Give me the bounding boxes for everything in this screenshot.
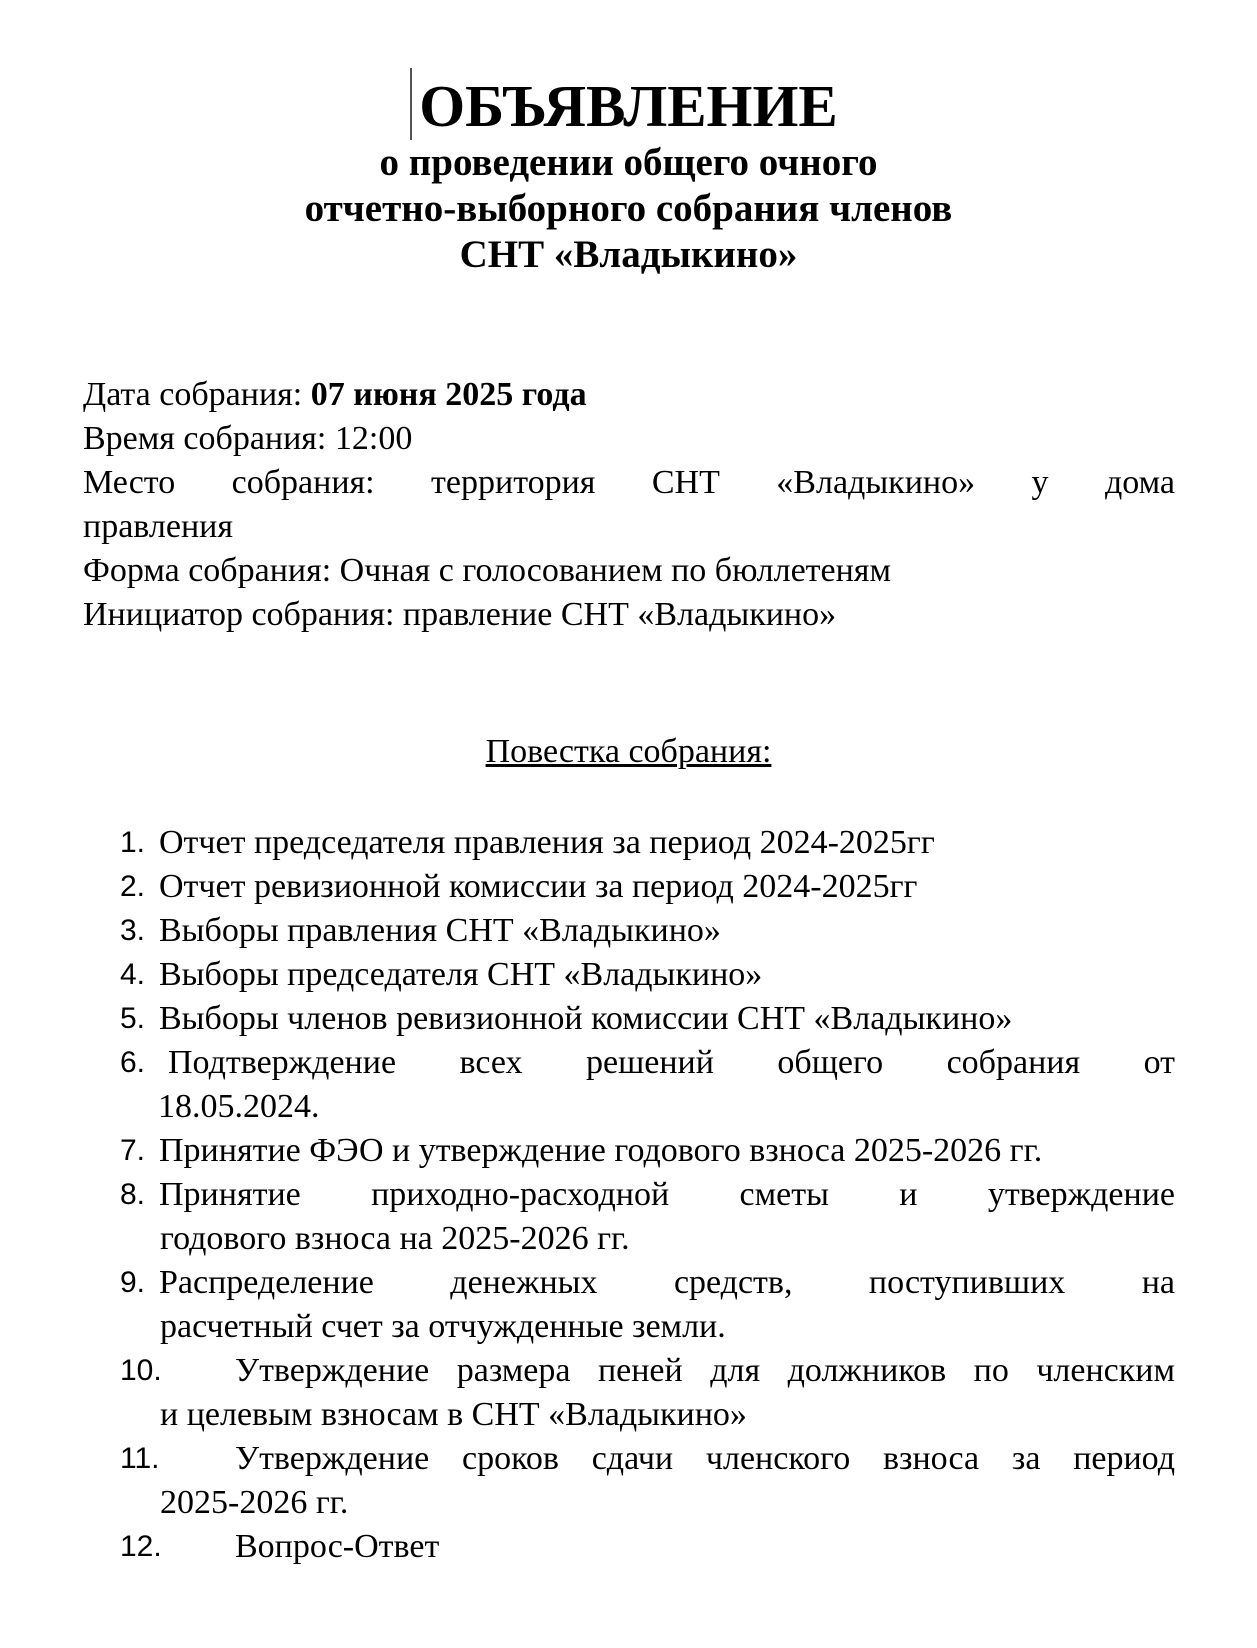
item-number: 5.	[120, 1002, 146, 1035]
item-number: 8.	[120, 1178, 146, 1211]
item-text: Отчет председателя правления за период 2024-2025гг	[159, 824, 935, 861]
item-text-cont: и целевым взносам в СНТ «Владыкино»	[160, 1396, 747, 1433]
agenda-item	[120, 997, 1175, 1041]
meeting-form: Форма собрания: Очная с голосованием по бюллетеням	[83, 552, 891, 589]
agenda-list	[120, 821, 1175, 1569]
meeting-place-cont: правления	[83, 508, 233, 545]
agenda-item	[120, 1261, 1175, 1349]
item-number: 7.	[120, 1134, 146, 1167]
item-text: Утверждение сроков сдачи членского взноса за период	[235, 1440, 1175, 1477]
item-text: Принятие ФЭО и утверждение годового взноса 2025-2026 гг.	[159, 1132, 1043, 1169]
item-number: 4.	[120, 958, 146, 991]
item-number: 6.	[120, 1046, 146, 1079]
item-number: 12.	[120, 1530, 162, 1563]
subtitle-line: отчетно-выборного собрания членов	[304, 187, 953, 230]
item-number: 2.	[120, 870, 146, 903]
item-text: Выборы председателя СНТ «Владыкино»	[159, 956, 763, 993]
agenda-item	[120, 909, 1175, 953]
item-number: 9.	[120, 1266, 146, 1299]
item-number: 1.	[120, 826, 146, 859]
agenda-item	[120, 1041, 1175, 1129]
meeting-time: Время собрания: 12:00	[83, 420, 413, 457]
item-text: Утверждение размера пеней для должников по членским	[235, 1352, 1175, 1389]
agenda-item	[120, 1173, 1175, 1261]
item-text: Подтверждение всех решений общего собрания от	[168, 1044, 1175, 1081]
agenda-heading: Повестка собрания:	[485, 733, 772, 770]
agenda-item	[120, 1349, 1175, 1437]
item-text: Вопрос-Ответ	[235, 1528, 440, 1565]
page-title: ОБЪЯВЛЕНИЕ	[419, 73, 838, 139]
meeting-info	[83, 373, 1175, 637]
agenda-item	[120, 1437, 1175, 1525]
item-text-cont: 2025-2026 гг.	[160, 1484, 349, 1521]
agenda-item	[120, 865, 1175, 909]
meeting-date	[83, 373, 1175, 417]
item-text: Выборы членов ревизионной комиссии СНТ «Владыкино»	[159, 1000, 1013, 1037]
item-text: Распределение денежных средств, поступивших на	[159, 1264, 1175, 1301]
item-text: Принятие приходно-расходной сметы и утверждение	[159, 1176, 1175, 1213]
item-text: Отчет ревизионной комиссии за период 2024-2025гг	[159, 868, 918, 905]
agenda-item	[120, 821, 1175, 865]
item-text-cont: расчетный счет за отчужденные земли.	[160, 1308, 726, 1345]
agenda-item	[120, 1525, 1175, 1569]
meeting-place: Место собрания: территория СНТ «Владыкино» у дома	[83, 464, 1175, 501]
subtitle-line: СНТ «Владыкино»	[459, 233, 798, 276]
item-number: 3.	[120, 914, 146, 947]
date-label: Дата собрания:	[83, 376, 311, 413]
item-number: 11.	[120, 1442, 160, 1475]
item-text: Выборы правления СНТ «Владыкино»	[159, 912, 721, 949]
meeting-initiator: Инициатор собрания: правление СНТ «Владыкино»	[83, 596, 837, 633]
agenda-item	[120, 1129, 1175, 1173]
item-text-cont: 18.05.2024.	[158, 1088, 320, 1125]
item-number: 10.	[120, 1354, 162, 1387]
item-text-cont: годового взноса на 2025-2026 гг.	[160, 1220, 630, 1257]
agenda-item	[120, 953, 1175, 997]
subtitle	[0, 140, 1257, 278]
subtitle-line: о проведении общего очного	[379, 141, 878, 184]
date-value: 07 июня 2025 года	[310, 376, 587, 413]
